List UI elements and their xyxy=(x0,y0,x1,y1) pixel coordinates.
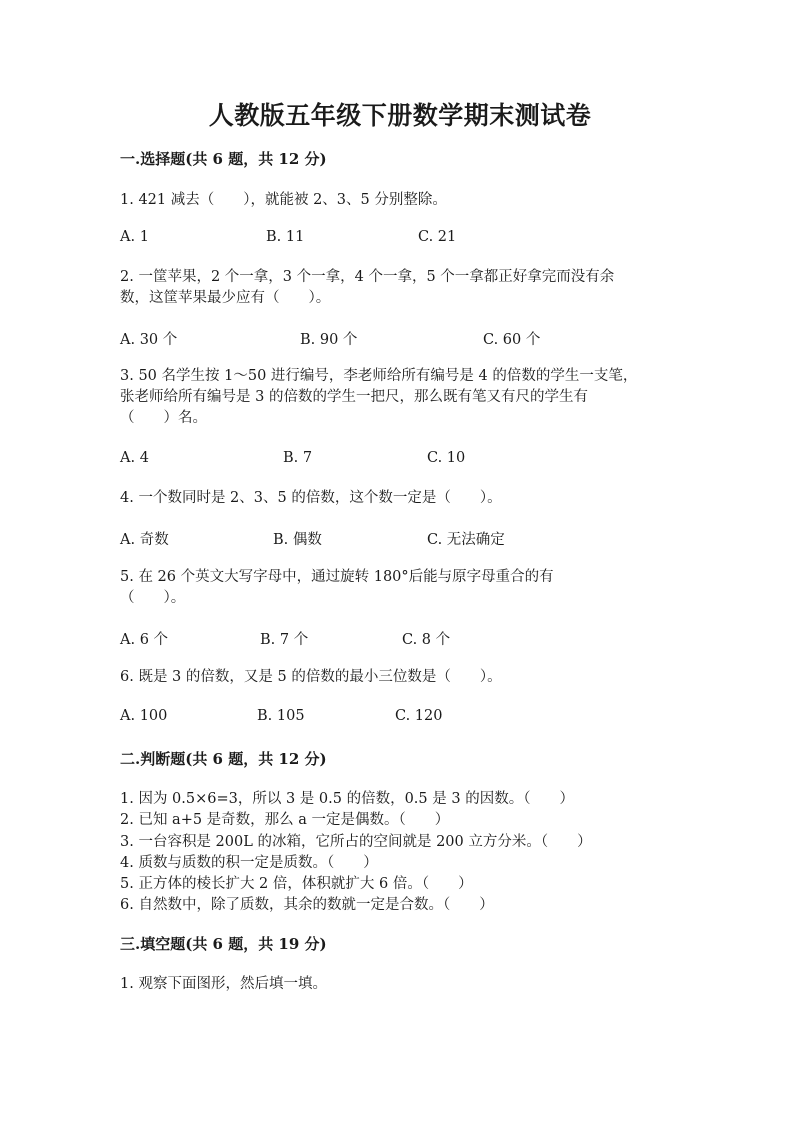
option-c: C. 8 个 xyxy=(402,632,451,648)
question-line: 6. 既是 3 的倍数，又是 5 的倍数的最小三位数是（ ）。 xyxy=(120,669,502,685)
option-c: C. 60 个 xyxy=(483,332,541,348)
question-3 xyxy=(120,366,690,429)
judgement-item: 3. 一台容积是 200L 的冰箱，它所占的空间就是 200 立方分米。（ ） xyxy=(120,834,592,850)
option-a: A. 4 xyxy=(120,450,149,466)
section-heading-choice: 一.选择题(共 6 题，共 12 分) xyxy=(120,150,327,168)
judgement-item: 2. 已知 a+5 是奇数，那么 a 一定是偶数。（ ） xyxy=(120,812,450,828)
option-a: A. 30 个 xyxy=(120,332,178,348)
question-line: 2. 一筐苹果，2 个一拿，3 个一拿，4 个一拿，5 个一拿都正好拿完而没有余 xyxy=(120,269,615,285)
question-line: （ ）名。 xyxy=(120,410,207,426)
option-b: B. 7 xyxy=(283,450,313,466)
question-2 xyxy=(120,267,690,309)
judgement-item: 1. 因为 0.5×6=3，所以 3 是 0.5 的倍数，0.5 是 3 的因数。（ ） xyxy=(120,791,574,807)
option-b: B. 105 xyxy=(257,708,305,724)
question-line: 5. 在 26 个英文大写字母中，通过旋转 180°后能与原字母重合的有 xyxy=(120,569,554,585)
question-line: （ ）。 xyxy=(120,590,186,606)
question-line: 数，这筐苹果最少应有（ ）。 xyxy=(120,290,331,306)
fill-blank-item: 1. 观察下面图形，然后填一填。 xyxy=(120,976,327,992)
section-heading-fill-blank: 三.填空题(共 6 题，共 19 分) xyxy=(120,935,327,953)
option-c: C. 无法确定 xyxy=(427,532,505,548)
option-c: C. 21 xyxy=(418,229,457,245)
question-4 xyxy=(120,488,690,509)
judgement-item: 5. 正方体的棱长扩大 2 倍，体积就扩大 6 倍。（ ） xyxy=(120,876,473,892)
page-title: 人教版五年级下册数学期末测试卷 xyxy=(208,101,592,130)
option-a: A. 100 xyxy=(120,708,168,724)
option-b: B. 11 xyxy=(266,229,305,245)
option-c: C. 120 xyxy=(395,708,443,724)
question-line: 4. 一个数同时是 2、3、5 的倍数，这个数一定是（ ）。 xyxy=(120,490,502,506)
option-b: B. 偶数 xyxy=(273,532,322,548)
question-line: 张老师给所有编号是 3 的倍数的学生一把尺，那么既有笔又有尺的学生有 xyxy=(120,389,588,405)
question-line: 1. 421 减去（ ），就能被 2、3、5 分别整除。 xyxy=(120,192,447,208)
option-c: C. 10 xyxy=(427,450,466,466)
option-b: B. 90 个 xyxy=(300,332,358,348)
option-a: A. 6 个 xyxy=(120,632,169,648)
judgement-item: 6. 自然数中，除了质数，其余的数就一定是合数。（ ） xyxy=(120,897,494,913)
question-line: 3. 50 名学生按 1～50 进行编号，李老师给所有编号是 4 的倍数的学生一支笔， xyxy=(120,368,638,384)
judgement-item: 4. 质数与质数的积一定是质数。（ ） xyxy=(120,855,378,871)
option-a: A. 奇数 xyxy=(120,532,169,548)
question-5 xyxy=(120,567,690,609)
option-b: B. 7 个 xyxy=(260,632,309,648)
option-a: A. 1 xyxy=(120,229,149,245)
question-1 xyxy=(120,190,690,211)
section-heading-judgement: 二.判断题(共 6 题，共 12 分) xyxy=(120,750,327,768)
question-6 xyxy=(120,667,690,688)
